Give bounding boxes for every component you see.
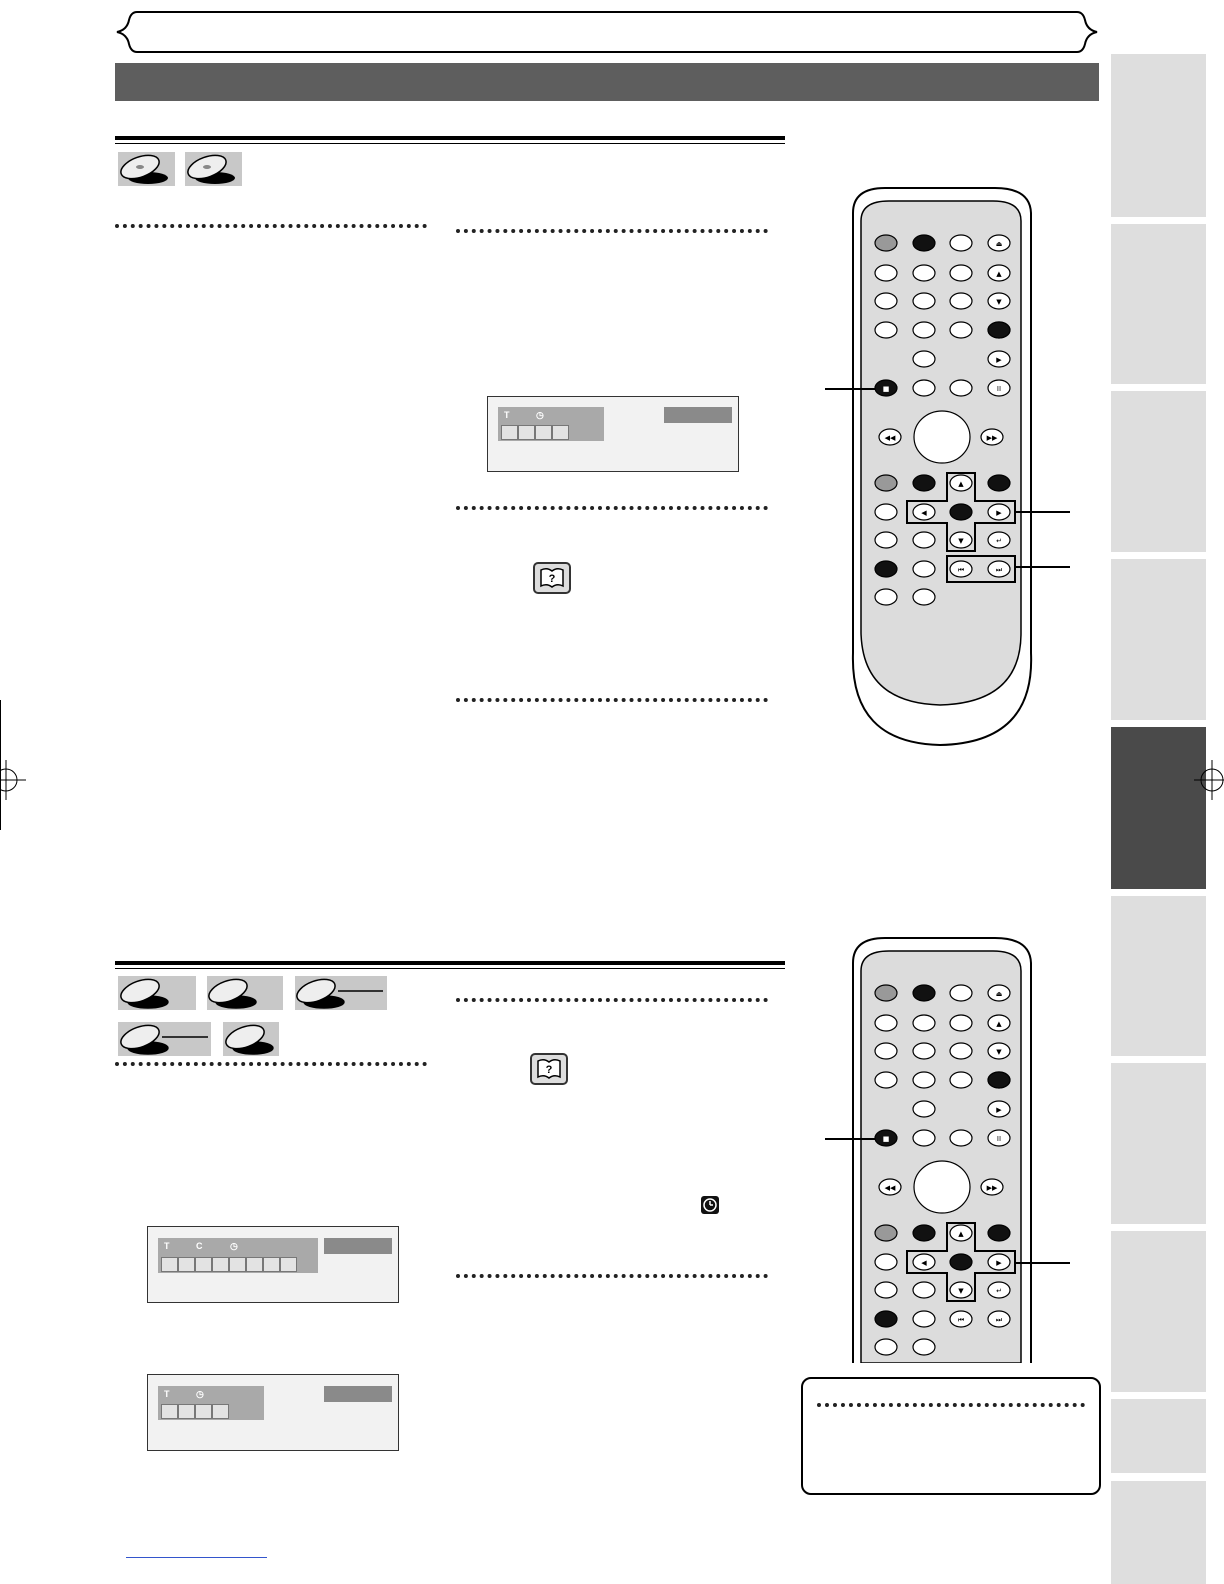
number-button[interactable] bbox=[950, 1015, 972, 1031]
footer-underline bbox=[126, 1557, 267, 1558]
osd-info-panel bbox=[158, 1238, 318, 1273]
remote-button[interactable] bbox=[913, 1225, 935, 1241]
remote-button[interactable] bbox=[988, 475, 1010, 491]
side-tab-10[interactable] bbox=[1111, 1481, 1206, 1584]
disc-badge-1 bbox=[118, 152, 175, 186]
osd-label-title: T bbox=[504, 410, 510, 420]
remote-button[interactable] bbox=[913, 235, 935, 251]
osd-audio-icon bbox=[178, 1257, 195, 1272]
number-button[interactable] bbox=[875, 1072, 897, 1088]
play-stop-pad[interactable] bbox=[914, 1161, 970, 1213]
section-title-bar bbox=[115, 63, 1099, 101]
dotted-divider bbox=[456, 998, 768, 1002]
right-arrow-button-symbol: ▶ bbox=[996, 1259, 1002, 1267]
number-button[interactable] bbox=[913, 293, 935, 309]
svg-text:?: ? bbox=[548, 573, 556, 585]
osd-screen-2 bbox=[147, 1226, 399, 1303]
remote-button[interactable] bbox=[875, 532, 897, 548]
osd-label-chapter: C bbox=[196, 1241, 203, 1251]
number-button[interactable] bbox=[913, 265, 935, 281]
registration-line-left bbox=[0, 700, 1, 830]
number-button[interactable] bbox=[875, 1015, 897, 1031]
skip-forward-button-symbol: ⏭ bbox=[995, 566, 1003, 574]
number-button[interactable] bbox=[950, 1043, 972, 1059]
channel-up-button-symbol: ▲ bbox=[996, 270, 1002, 278]
question-book-icon bbox=[530, 1053, 568, 1085]
up-arrow-button-symbol: ▲ bbox=[958, 480, 964, 488]
header-banner bbox=[115, 8, 1099, 56]
left-arrow-button-symbol: ◀ bbox=[921, 509, 927, 517]
power-button[interactable] bbox=[875, 235, 897, 251]
osd-status-badge bbox=[664, 407, 732, 423]
rewind-button-symbol: ◀◀ bbox=[884, 1184, 896, 1192]
pause-button-symbol: II bbox=[996, 385, 1002, 393]
eject-button-symbol: ⏏ bbox=[995, 990, 1003, 998]
remote-control-icon bbox=[845, 933, 1040, 1363]
svg-text:?: ? bbox=[545, 1064, 553, 1076]
fast-forward-button-symbol: ▶▶ bbox=[986, 434, 998, 442]
callout-line bbox=[1015, 1262, 1070, 1264]
number-button[interactable] bbox=[950, 322, 972, 338]
number-button[interactable] bbox=[875, 322, 897, 338]
dotted-divider bbox=[817, 1403, 1085, 1407]
enter-button[interactable] bbox=[950, 504, 972, 520]
osd-zoom-icon bbox=[280, 1257, 297, 1272]
remote-button[interactable] bbox=[913, 561, 935, 577]
osd-help-icon bbox=[161, 1257, 178, 1272]
enter-button[interactable] bbox=[950, 1254, 972, 1270]
remote-button[interactable] bbox=[913, 1130, 935, 1146]
osd-label-time: ◷ bbox=[536, 410, 544, 420]
remote-button[interactable] bbox=[875, 561, 897, 577]
callout-line bbox=[1015, 566, 1070, 568]
number-button[interactable] bbox=[875, 265, 897, 281]
number-button[interactable] bbox=[950, 1072, 972, 1088]
stop-button-symbol: ■ bbox=[882, 385, 890, 393]
right-arrow-button-symbol: ▶ bbox=[996, 509, 1002, 517]
left-arrow-button-symbol: ◀ bbox=[921, 1259, 927, 1267]
dotted-divider bbox=[115, 224, 427, 228]
osd-info-panel bbox=[158, 1386, 264, 1420]
remote-button[interactable] bbox=[875, 589, 897, 605]
disc-icon bbox=[185, 152, 242, 186]
side-tab-8[interactable] bbox=[1111, 1231, 1206, 1392]
osd-mode-icon bbox=[246, 1257, 263, 1272]
power-button[interactable] bbox=[875, 985, 897, 1001]
section-title bbox=[115, 72, 127, 92]
remote-button[interactable] bbox=[950, 235, 972, 251]
clock-icon bbox=[701, 1196, 719, 1214]
side-tab-5-active[interactable] bbox=[1111, 727, 1206, 889]
osd-audio-icon bbox=[178, 1404, 195, 1419]
osd-subtitle-icon bbox=[195, 1257, 212, 1272]
remote-control-icon bbox=[845, 183, 1040, 748]
up-arrow-button-symbol: ▲ bbox=[958, 1230, 964, 1238]
remote-button[interactable] bbox=[950, 985, 972, 1001]
osd-bypass-icon bbox=[263, 1257, 280, 1272]
section-1-rule-thick bbox=[115, 136, 785, 140]
osd-audio-icon bbox=[518, 425, 535, 440]
record-button[interactable] bbox=[988, 1072, 1010, 1088]
osd-mode-icon bbox=[212, 1404, 229, 1419]
number-button[interactable] bbox=[913, 1101, 935, 1117]
return-button-symbol: ↵ bbox=[996, 537, 1002, 545]
osd-help-icon bbox=[501, 425, 518, 440]
number-button[interactable] bbox=[950, 265, 972, 281]
registration-mark-right bbox=[1194, 760, 1224, 800]
section-1-rule-thin bbox=[115, 143, 785, 144]
side-tab-4[interactable] bbox=[1111, 559, 1206, 720]
osd-screen-3 bbox=[147, 1374, 399, 1451]
remote-button[interactable] bbox=[875, 475, 897, 491]
remote-button[interactable] bbox=[875, 1282, 897, 1298]
osd-label-title: T bbox=[164, 1241, 170, 1251]
osd-help-icon bbox=[161, 1404, 178, 1419]
osd-label-time: ◷ bbox=[230, 1241, 238, 1251]
step-button-symbol: ▶ bbox=[996, 1106, 1002, 1114]
osd-mode-icon bbox=[552, 425, 569, 440]
osd-screen-1 bbox=[487, 396, 739, 472]
down-arrow-button-symbol: ▼ bbox=[958, 1287, 964, 1295]
rewind-button-symbol: ◀◀ bbox=[884, 434, 896, 442]
registration-mark-left bbox=[0, 760, 26, 800]
osd-status-badge bbox=[324, 1386, 392, 1402]
step-button-symbol: ▶ bbox=[996, 356, 1002, 364]
side-tab-3[interactable] bbox=[1111, 391, 1206, 552]
osd-repeat-icon bbox=[195, 1404, 212, 1419]
remote-button[interactable] bbox=[913, 475, 935, 491]
pause-button-symbol: II bbox=[996, 1135, 1002, 1143]
callout-line bbox=[825, 388, 875, 390]
disc-badge-2 bbox=[185, 152, 242, 186]
remote-button[interactable] bbox=[950, 380, 972, 396]
channel-down-button-symbol: ▼ bbox=[996, 298, 1002, 306]
side-tab-1[interactable] bbox=[1111, 54, 1206, 217]
side-tab-2[interactable] bbox=[1111, 224, 1206, 384]
note-box bbox=[801, 1377, 1101, 1495]
dotted-divider bbox=[456, 506, 768, 510]
dotted-divider bbox=[456, 1274, 768, 1278]
skip-back-button-symbol: ⏮ bbox=[957, 566, 965, 574]
osd-status-badge bbox=[324, 1238, 392, 1254]
osd-label-title: T bbox=[164, 1389, 170, 1399]
number-button[interactable] bbox=[913, 1043, 935, 1059]
dotted-divider bbox=[115, 1062, 427, 1066]
osd-repeat-icon bbox=[535, 425, 552, 440]
remote-button[interactable] bbox=[913, 1339, 935, 1355]
channel-down-button-symbol: ▼ bbox=[996, 1048, 1002, 1056]
number-button[interactable] bbox=[875, 1043, 897, 1059]
side-tab-7[interactable] bbox=[1111, 1063, 1206, 1224]
stop-button-symbol: ■ bbox=[882, 1135, 890, 1143]
remote-button[interactable] bbox=[913, 985, 935, 1001]
skip-back-button-symbol: ⏮ bbox=[957, 1316, 965, 1324]
callout-line bbox=[825, 1138, 875, 1140]
side-tab-6[interactable] bbox=[1111, 896, 1206, 1056]
number-button[interactable] bbox=[913, 322, 935, 338]
dotted-divider bbox=[456, 698, 768, 702]
number-button[interactable] bbox=[913, 1015, 935, 1031]
play-stop-pad[interactable] bbox=[914, 411, 970, 463]
remote-button[interactable] bbox=[875, 1254, 897, 1270]
question-book-icon bbox=[533, 562, 571, 594]
remote-button[interactable] bbox=[875, 1225, 897, 1241]
disc-icon bbox=[118, 152, 175, 186]
section-2-rule-thin bbox=[115, 968, 785, 969]
return-button-symbol: ↵ bbox=[996, 1287, 1002, 1295]
number-button[interactable] bbox=[875, 293, 897, 309]
skip-forward-button-symbol: ⏭ bbox=[995, 1316, 1003, 1324]
osd-angle-icon bbox=[212, 1257, 229, 1272]
number-button[interactable] bbox=[950, 293, 972, 309]
remote-button[interactable] bbox=[913, 589, 935, 605]
fast-forward-button-symbol: ▶▶ bbox=[986, 1184, 998, 1192]
eject-button-symbol: ⏏ bbox=[995, 240, 1003, 248]
disc-icons-row bbox=[118, 976, 398, 1058]
remote-button[interactable] bbox=[913, 380, 935, 396]
remote-button[interactable] bbox=[875, 1339, 897, 1355]
osd-label-time: ◷ bbox=[196, 1389, 204, 1399]
section-2-rule-thick bbox=[115, 961, 785, 965]
osd-info-panel bbox=[498, 407, 604, 441]
remote-button[interactable] bbox=[913, 1282, 935, 1298]
osd-repeat-icon bbox=[229, 1257, 246, 1272]
number-button[interactable] bbox=[913, 1072, 935, 1088]
remote-button[interactable] bbox=[950, 1130, 972, 1146]
channel-up-button-symbol: ▲ bbox=[996, 1020, 1002, 1028]
remote-button[interactable] bbox=[988, 1225, 1010, 1241]
remote-button[interactable] bbox=[875, 1311, 897, 1327]
number-button[interactable] bbox=[913, 351, 935, 367]
remote-button[interactable] bbox=[913, 532, 935, 548]
record-button[interactable] bbox=[988, 322, 1010, 338]
side-tab-9[interactable] bbox=[1111, 1399, 1206, 1473]
dotted-divider bbox=[456, 229, 768, 233]
remote-button[interactable] bbox=[913, 1311, 935, 1327]
down-arrow-button-symbol: ▼ bbox=[958, 537, 964, 545]
callout-line bbox=[1015, 511, 1070, 513]
remote-button[interactable] bbox=[875, 504, 897, 520]
